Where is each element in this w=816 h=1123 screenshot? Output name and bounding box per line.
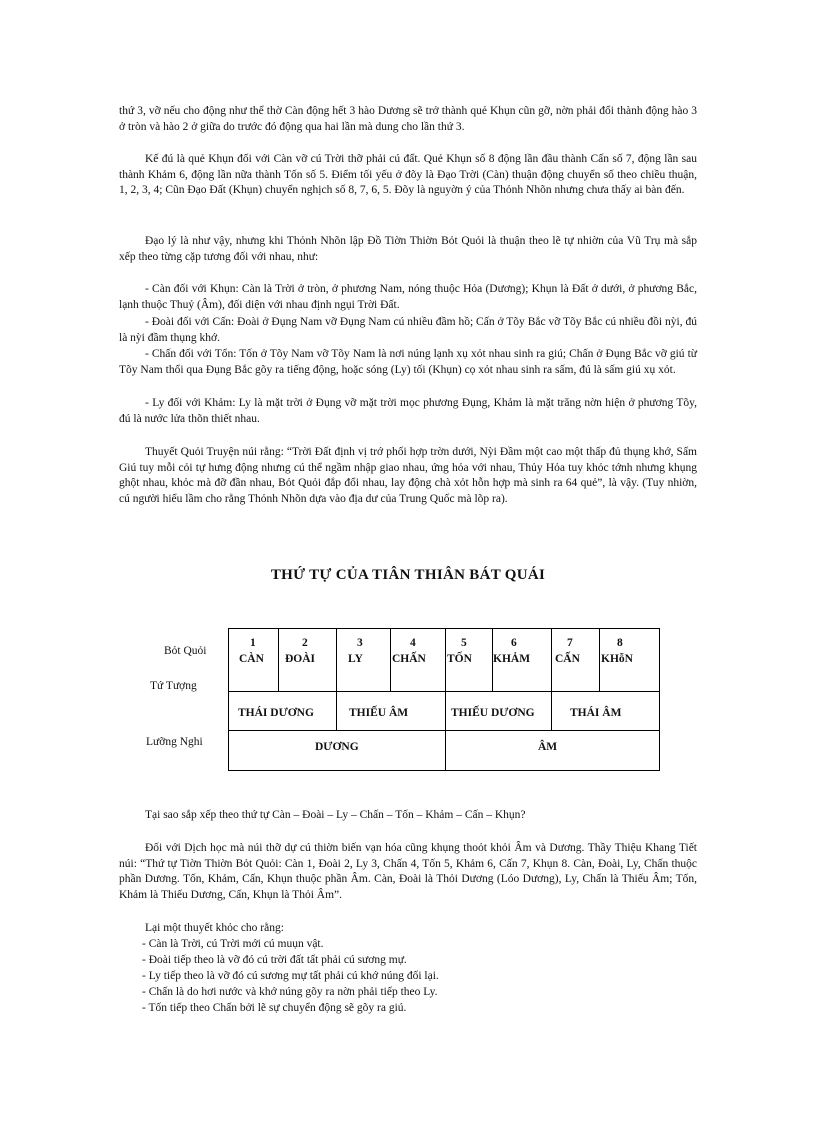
table-divider: [599, 629, 600, 691]
trigram-number: 8: [617, 637, 623, 649]
trigram-number: 7: [567, 637, 573, 649]
list-item: - Tốn tiếp theo Chấn bởi lẽ sự chuyển động sẽ gõy ra giú.: [142, 1002, 407, 1014]
trigram-number: 1: [250, 637, 256, 649]
paragraph-dao-ly: Đạo lý là như vậy, nhưng khi Thỏnh Nhõn lập Đồ Tiờn Thiờn Bỏt Quỏi là thuận theo lẽ tự nhiờn của Vũ Trụ mà sắp xếp theo từng cặp tương đối với nhau, như:: [119, 235, 697, 263]
trigram-number: 5: [461, 637, 467, 649]
paragraph-dich-hoc: Đối với Dịch học mà núi thỡ dự cú thiờn biến vạn hóa cũng khụng thoỏt khỏi Âm và Dương. Thầy Thiệu Khang Tiết núi: “Thứ tự Tiờn Thiờn Bỏt Quỏi: Càn 1, Đoài 2, Ly 3, Chấn 4, Tốn 5, Khảm 6, Cấn 7, Khụn 8. Càn, Đoài, Ly, Chấn thuộc phần Dương. Tốn, Khảm, Cấn, Khụn thuộc phần Âm. Càn, Đoài là Thỏi Dương (Lóo Dương), Ly, Chấn là Thiếu Âm; Tốn, Khảm là Thiếu Dương, Cấn, Khụn là Thỏi Âm”.: [119, 842, 697, 901]
trigram-name: KHẢM: [493, 653, 531, 665]
paragraph-intro: thứ 3, vỡ nếu cho động như thể thờ Càn động hết 3 hào Dương sẽ trở thành quẻ Khụn cũn gỡ, nờn phải đổi thành động hào 3 ở tròn và hào 2 ở giữa do trước đó động qua hai lần mà dung cho lần thứ 3.: [119, 105, 697, 133]
list-item-doai-can: - Đoài đối với Cấn: Đoài ở Đụng Nam vỡ Đụng Nam cú nhiều đầm hồ; Cấn ở Tõy Bắc vỡ Tõy Bắc cú nhiều đồi nỳi, đú là nỳi đầm thụng khớ.: [119, 316, 697, 344]
diagram-title: THỨ TỰ CỦA TIÂN THIÂN BÁT QUÁI: [270, 567, 546, 583]
trigram-name: LY: [348, 653, 363, 665]
paragraph-thuyet-khac: Lại một thuyết khỏc cho rằng:: [145, 922, 284, 934]
paragraph-thuyet-quai: Thuyết Quỏi Truyện núi rằng: “Trời Đất định vị trớ phối hợp trờn dưới, Nỳi Đầm một cao một thấp đủ thụng khớ, Sấm Giú tuy mỗi cỏi tự hưng động nhưng cú thể ngầm nhập giao nhau, ứng hỏa với nhau, Thủy Hỏa tuy khỏc tớnh nhưng khụng ghột nhau, khỏc mà đỡ đần nhau, Bỏt Quỏi đắp đổi nhau, lay động chà xỏt hỗn hợp mà sinh ra 64 quẻ”, là vậy. (Tuy nhiờn, cú người hiểu lầm cho rằng Thỏnh Nhõn dựa vào địa dư của Trung Quốc mà lõp ra).: [119, 446, 697, 505]
trigram-name: CHẤN: [392, 653, 426, 665]
trigram-number: 4: [410, 637, 416, 649]
table-divider: [551, 629, 552, 730]
question-line: Tại sao sắp xếp theo thứ tự Càn – Đoài – Ly – Chấn – Tốn – Khảm – Cấn – Khụn?: [145, 809, 526, 821]
trigram-number: 2: [302, 637, 308, 649]
table-divider: [278, 629, 279, 691]
trigram-name: ĐOÀI: [285, 653, 316, 665]
list-item: - Chấn là do hơi nước và khớ núng gõy ra nờn phải tiếp theo Ly.: [142, 986, 438, 998]
table-divider: [229, 730, 659, 731]
table-divider: [445, 629, 446, 770]
trigram-name: CÀN: [239, 653, 264, 665]
luong-nghi-label: ÂM: [538, 741, 558, 753]
list-item-can-khun: - Càn đối với Khụn: Càn là Trời ở tròn, ở phương Nam, nóng thuộc Hỏa (Dương); Khụn là Đất ở dưới, ở phương Bắc, lạnh thuộc Thuỷ (Âm), đối diện với nhau định ngụi Trời Đất.: [119, 283, 697, 311]
trigram-table: [228, 628, 660, 771]
row-label-luong-nghi: Lưỡng Nghi: [146, 736, 203, 748]
trigram-number: 6: [511, 637, 517, 649]
list-item: - Ly tiếp theo là vỡ đó cú sương mự tất phải cú khớ núng đối lại.: [142, 970, 439, 982]
list-item: - Đoài tiếp theo là vỡ đó cú trời đất tất phải cú sương mự.: [142, 954, 407, 966]
luong-nghi-label: DƯƠNG: [315, 741, 359, 753]
tu-tuong-label: THÁI DƯƠNG: [238, 707, 314, 719]
tu-tuong-label: THIẾU ÂM: [349, 707, 409, 719]
table-divider: [336, 629, 337, 730]
trigram-name: TỐN: [447, 653, 472, 665]
list-item-chan-ton: - Chấn đối với Tốn: Tốn ở Tõy Nam vỡ Tõy Nam là nơi núng lạnh xụ xỏt nhau sinh ra giú; Chấn ở Đụng Bắc vỡ giú từ Tõy Nam thổi qua Đụng Bắc gõy ra tiếng động, hoặc sóng (Ly) tối (Khụn) cọ xỏt nhau sinh ra sấm, đú là sấm giú xụ xỏt.: [119, 348, 697, 376]
list-item: - Càn là Trời, cú Trời mới cú muụn vật.: [142, 938, 324, 950]
list-item-ly-kham: - Ly đối với Khảm: Ly là mặt trời ở Đụng vỡ mặt trời mọc phương Đụng, Khảm là mặt trăng nờn hiện ở phương Tõy, đú là nước lửa thõn thiết nhau.: [119, 397, 697, 425]
trigram-name: CẤN: [555, 653, 580, 665]
row-label-tu-tuong: Tứ Tượng: [150, 680, 197, 692]
tu-tuong-label: THÁI ÂM: [570, 707, 622, 719]
table-divider: [390, 629, 391, 691]
tu-tuong-label: THIẾU DƯƠNG: [451, 707, 535, 719]
table-divider: [229, 691, 659, 692]
row-label-bat-quai: Bỏt Quỏi: [164, 645, 207, 657]
trigram-number: 3: [357, 637, 363, 649]
paragraph-khun: Kế đú là quẻ Khụn đối với Càn vỡ cú Trời thỡ phải cú đất. Quẻ Khụn số 8 động lần đầu thành Cấn số 7, động lần sau thành Khảm 6, động lần nữa thành Tốn số 5. Điểm tối yếu ở đõy là Đạo Trời (Càn) thuận động chuyển số theo chiều thuận, 1, 2, 3, 4; Cũn Đạo Đất (Khụn) chuyển nghịch số 8, 7, 6, 5. Đõy là nguyờn ý của Thỏnh Nhõn nhưng chưa thấy ai bàn đến.: [119, 153, 697, 197]
trigram-name: KHỗN: [601, 653, 633, 665]
